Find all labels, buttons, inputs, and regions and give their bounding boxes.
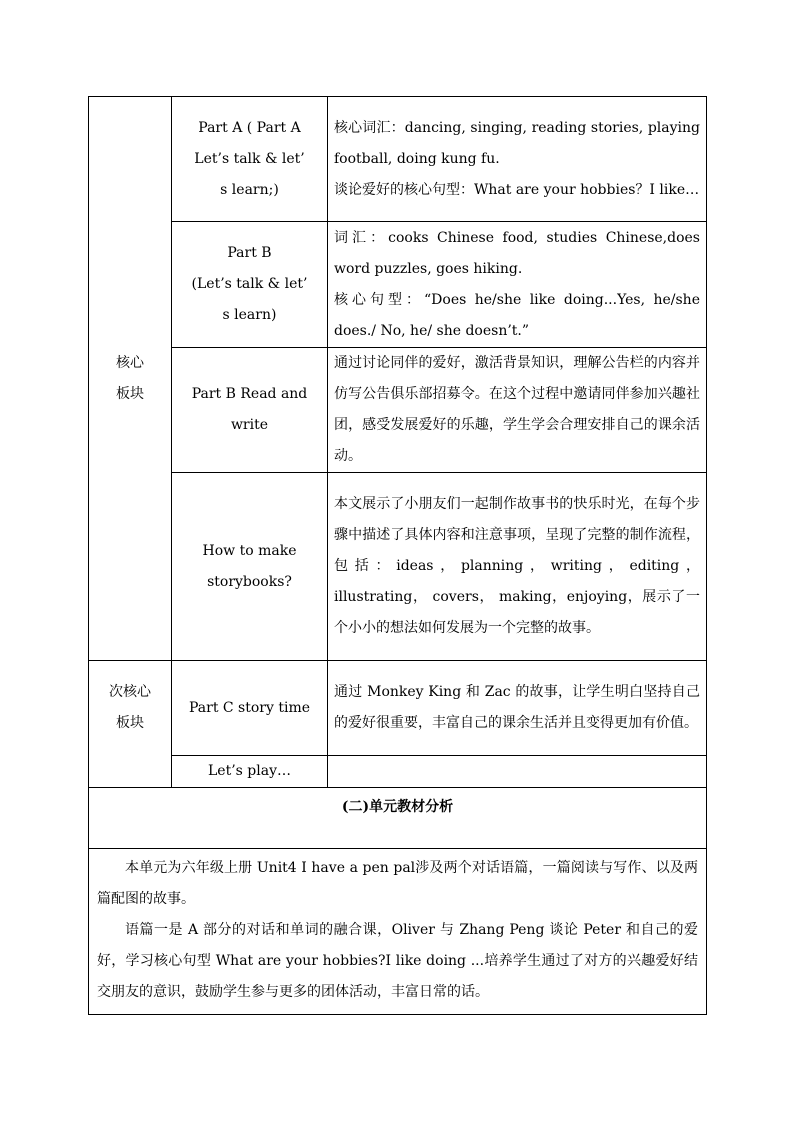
table-row bbox=[89, 473, 707, 661]
table-row bbox=[89, 348, 707, 473]
part-line: Part C story time bbox=[188, 699, 311, 716]
part-cell bbox=[172, 222, 328, 348]
part-line: storybooks? bbox=[207, 573, 292, 590]
content-paragraph: 词汇：cooks Chinese food, studies Chinese,does word puzzles, goes hiking. bbox=[334, 229, 700, 277]
unit-analysis-table bbox=[88, 96, 707, 1015]
analysis-paragraph: 本单元为六年级上册 Unit4 I have a pen pal涉及两个对话语篇，一篇阅读与写作、以及两篇配图的故事。 bbox=[97, 860, 698, 907]
content-paragraph: 核心词汇：dancing, singing, reading stories, playing football, doing kung fu. bbox=[334, 119, 700, 167]
table-row bbox=[89, 97, 707, 222]
analysis-cell bbox=[89, 849, 707, 1015]
table-row bbox=[89, 849, 707, 1015]
part-cell bbox=[172, 348, 328, 473]
core-section-label bbox=[89, 97, 172, 661]
content-cell bbox=[328, 756, 707, 788]
content-cell bbox=[328, 348, 707, 473]
content-cell bbox=[328, 97, 707, 222]
part-line: (Let’s talk & let’ bbox=[191, 276, 308, 292]
content-cell bbox=[328, 661, 707, 756]
content-paragraph: 通过讨论同伴的爱好，激活背景知识，理解公告栏的内容并仿写公告俱乐部招募令。在这个过程中邀请同伴参加兴趣社团，感受发展爱好的乐趣，学生学会合理安排自己的课余活动。 bbox=[334, 355, 700, 464]
content-paragraph: 本文展示了小朋友们一起制作故事书的快乐时光，在每个步骤中描述了具体内容和注意事项，呈现了完整的制作流程，包括：ideas，planning，writing，editing， illustrating， covers， making，enjoying，展示了一个小小的想法如何发展为一个完整的故事。 bbox=[334, 496, 700, 636]
content-cell bbox=[328, 222, 707, 348]
table-row bbox=[89, 788, 707, 849]
content-cell bbox=[328, 473, 707, 661]
part-line: Part B bbox=[227, 245, 272, 261]
part-line: Part B Read and bbox=[191, 386, 308, 402]
analysis-paragraph: 语篇一是 A 部分的对话和单词的融合课，Oliver 与 Zhang Peng 谈论 Peter 和自己的爱好，学习核心句型 What are your hobbies?I like doing ...培养学生通过了对方的兴趣爱好结交朋友的意识，鼓励学生参与更多的团体活动，丰富日常的话。 bbox=[97, 922, 698, 1000]
sub-core-label-line1: 次核心 bbox=[109, 684, 151, 700]
part-cell bbox=[172, 473, 328, 661]
part-line: How to make bbox=[202, 542, 297, 559]
part-line: s learn;) bbox=[220, 181, 279, 198]
content-paragraph: 通过 Monkey King 和 Zac 的故事，让学生明白坚持自己的爱好很重要，丰富自己的课余生活并且变得更加有价值。 bbox=[334, 684, 700, 731]
table-row bbox=[89, 756, 707, 788]
part-cell bbox=[172, 97, 328, 222]
part-cell bbox=[172, 661, 328, 756]
sub-core-label-line2: 板块 bbox=[116, 715, 144, 731]
core-label-line2: 板块 bbox=[116, 385, 144, 402]
table-row bbox=[89, 661, 707, 756]
core-label-line1: 核心 bbox=[116, 354, 144, 371]
part-line: Let’s play… bbox=[208, 763, 291, 779]
table-row bbox=[89, 222, 707, 348]
part-line: Part A ( Part A bbox=[198, 119, 301, 136]
part-line: Let’s talk & let’ bbox=[194, 150, 305, 167]
part-cell bbox=[172, 756, 328, 788]
section-heading: (二)单元教材分析 bbox=[89, 788, 707, 849]
content-paragraph: 谈论爱好的核心句型：What are your hobbies？I like… bbox=[334, 181, 700, 198]
part-line: s learn) bbox=[222, 307, 277, 323]
sub-core-section-label bbox=[89, 661, 172, 788]
content-paragraph: 核心句型：“Does he/she like doing...Yes, he/she does./ No, he/ she doesn’t.” bbox=[334, 291, 700, 339]
part-line: write bbox=[230, 417, 269, 433]
